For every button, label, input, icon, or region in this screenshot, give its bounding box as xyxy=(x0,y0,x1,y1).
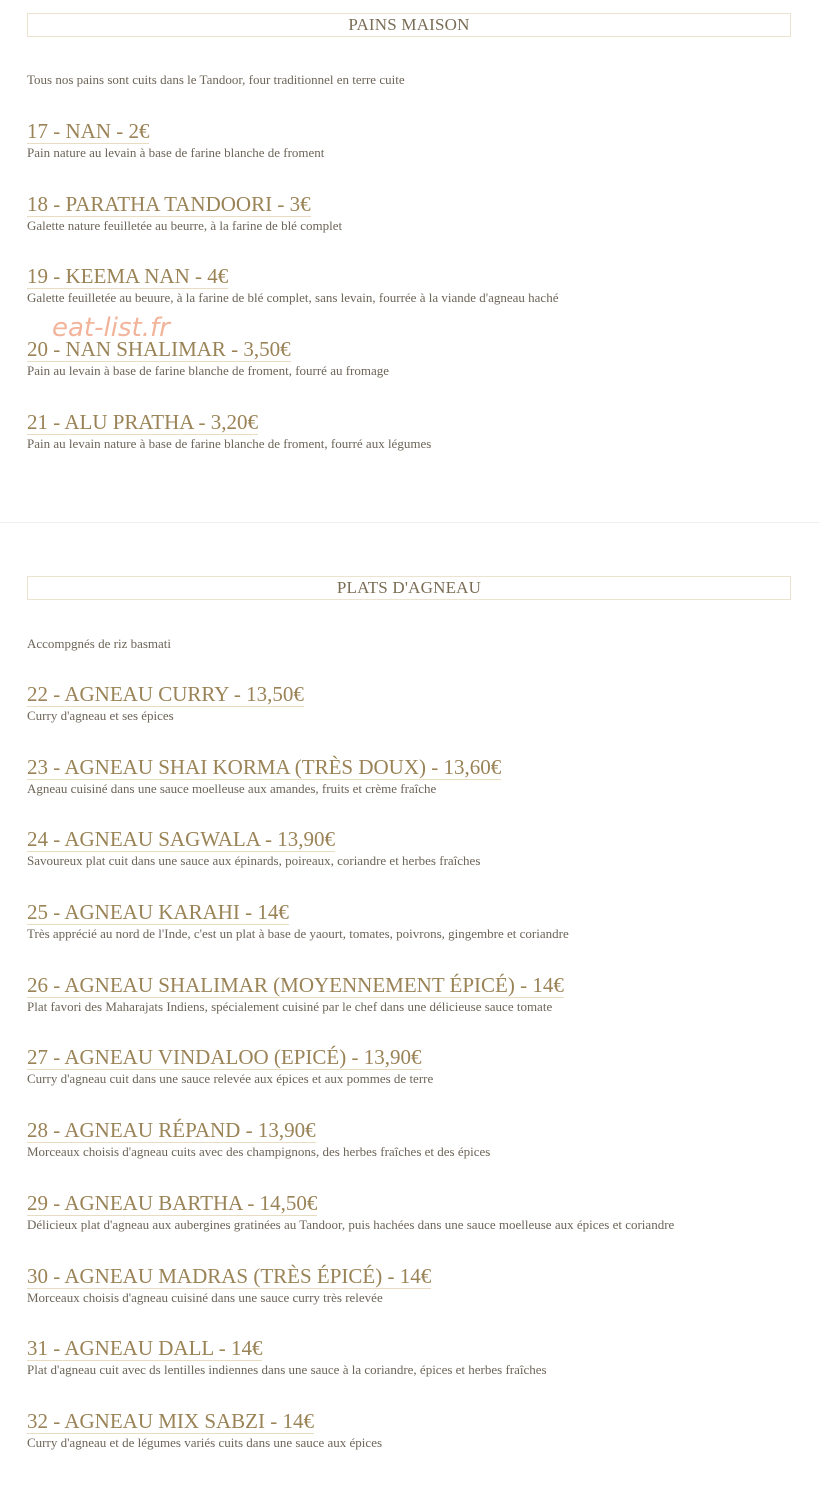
menu-item xyxy=(27,1410,807,1483)
menu-item-description: Morceaux choisis d'agneau cuisiné dans une sauce curry très relevée xyxy=(27,1289,383,1305)
menu-item-title: 18 - PARATHA TANDOORI - 3€ xyxy=(27,191,311,216)
menu-item xyxy=(27,411,807,484)
section-intro: Tous nos pains sont cuits dans le Tandoor, four traditionnel en terre cuite xyxy=(27,72,405,87)
menu-item-description: Galette feuilletée au beuure, à la farine de blé complet, sans levain, fourrée à la viande d'agneau haché xyxy=(27,290,559,306)
menu-item-description: Pain au levain nature à base de farine blanche de froment, fourré aux légumes xyxy=(27,435,432,451)
menu-item-title: 19 - KEEMA NAN - 4€ xyxy=(27,264,229,289)
menu-item-description: Pain nature au levain à base de farine blanche de froment xyxy=(27,145,325,160)
menu-list xyxy=(27,120,807,483)
menu-item xyxy=(27,1046,807,1119)
menu-item-description: Curry d'agneau et ses épices xyxy=(27,708,174,723)
menu-item-title: 28 - AGNEAU RÉPAND - 13,90€ xyxy=(27,1118,316,1143)
menu-item-description: Plat d'agneau cuit avec ds lentilles indiennes dans une sauce à la coriandre, épices et herbes fraîches xyxy=(27,1362,547,1378)
menu-item xyxy=(27,683,807,756)
menu-item-title: 24 - AGNEAU SAGWALA - 13,90€ xyxy=(27,827,335,852)
menu-item-title: 30 - AGNEAU MADRAS (TRÈS ÉPICÉ) - 14€ xyxy=(27,1263,432,1288)
menu-item xyxy=(27,338,807,411)
menu-item-title: 20 - NAN SHALIMAR - 3,50€ xyxy=(27,337,291,362)
menu-item-title: 21 - ALU PRATHA - 3,20€ xyxy=(27,409,259,434)
watermark-logo: eat-list.fr xyxy=(52,313,170,343)
menu-item-description: Délicieux plat d'agneau aux aubergines gratinées au Tandoor, puis hachées dans une sauce moelleuse aux épices et coriandre xyxy=(27,1216,675,1232)
menu-item-title: 27 - AGNEAU VINDALOO (EPICÉ) - 13,90€ xyxy=(27,1045,422,1070)
menu-item-description: Agneau cuisiné dans une sauce moelleuse aux amandes, fruits et crème fraîche xyxy=(27,780,437,796)
menu-item-title: 26 - AGNEAU SHALIMAR (MOYENNEMENT ÉPICÉ) - 14€ xyxy=(27,972,564,997)
menu-item-title: 17 - NAN - 2€ xyxy=(27,119,150,143)
menu-item-description: Très apprécié au nord de l'Inde, c'est un plat à base de yaourt, tomates, poivrons, gingembre et coriandre xyxy=(27,926,569,942)
menu-item xyxy=(27,901,807,974)
menu-list xyxy=(27,683,807,1483)
menu-item-description: Curry d'agneau cuit dans une sauce relevée aux épices et aux pommes de terre xyxy=(27,1071,434,1087)
section-title: PAINS MAISON xyxy=(27,13,791,37)
menu-item xyxy=(27,828,807,901)
menu-item-title: 29 - AGNEAU BARTHA - 14,50€ xyxy=(27,1190,318,1215)
menu-item-title: 22 - AGNEAU CURRY - 13,50€ xyxy=(27,682,304,706)
menu-item xyxy=(27,1337,807,1410)
section-title: PLATS D'AGNEAU xyxy=(27,576,791,600)
menu-item xyxy=(27,1119,807,1192)
menu-item-title: 31 - AGNEAU DALL - 14€ xyxy=(27,1336,263,1361)
menu-item-title: 32 - AGNEAU MIX SABZI - 14€ xyxy=(27,1408,314,1433)
menu-item-description: Plat favori des Maharajats Indiens, spécialement cuisiné par le chef dans une délicieuse sauce tomate xyxy=(27,998,553,1014)
menu-item xyxy=(27,1265,807,1338)
menu-item-title: 25 - AGNEAU KARAHI - 14€ xyxy=(27,900,289,925)
menu-item-title: 23 - AGNEAU SHAI KORMA (TRÈS DOUX) - 13,60€ xyxy=(27,754,502,779)
menu-item xyxy=(27,1192,807,1265)
menu-item xyxy=(27,193,807,266)
menu-item xyxy=(27,120,807,193)
section-intro: Accompgnés de riz basmati xyxy=(27,636,172,651)
menu-item-description: Savoureux plat cuit dans une sauce aux épinards, poireaux, coriandre et herbes fraîches xyxy=(27,853,481,869)
section-divider xyxy=(0,522,820,523)
menu-item-description: Galette nature feuilletée au beurre, à la farine de blé complet xyxy=(27,217,343,233)
menu-item-description: Morceaux choisis d'agneau cuits avec des champignons, des herbes fraîches et des épices xyxy=(27,1144,491,1160)
menu-item-description: Pain au levain à base de farine blanche de froment, fourré au fromage xyxy=(27,363,390,379)
menu-item xyxy=(27,756,807,829)
menu-item xyxy=(27,974,807,1047)
menu-item-description: Curry d'agneau et de légumes variés cuits dans une sauce aux épices xyxy=(27,1434,383,1450)
